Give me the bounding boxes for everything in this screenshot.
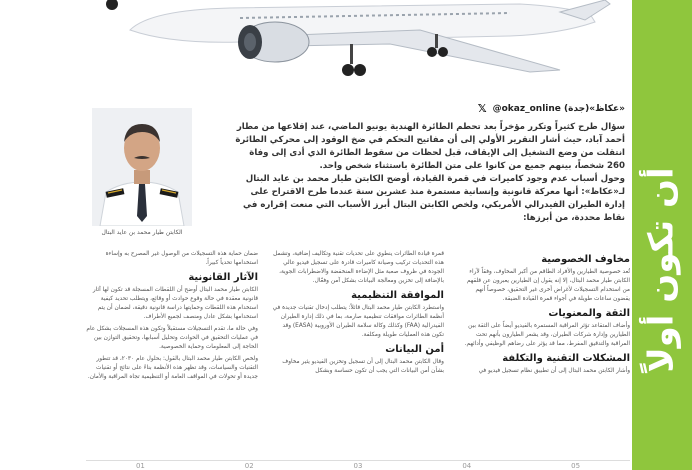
page-number-row (86, 462, 630, 470)
section-paragraph: وأضاف المتقاعد تؤثر المراقبة المستمرة بالفيديو أيضاً على الثقة بين الطيارين وإدارة شركات الطيران، وقد يشعر الطيارون بأنهم تحت المراقبة والتدقيق المفرط، مما قد يؤثر على رضاهم الوظيفي وأدائهم. (464, 323, 630, 347)
page-number: 01 (135, 462, 145, 470)
side-title-wrap (638, 100, 686, 440)
captain-photo (92, 108, 192, 226)
section-heading: المشكلات التقنية والتكلفة (502, 353, 630, 364)
article-column-right (458, 250, 630, 458)
article-columns (86, 250, 630, 458)
section-heading: أمن البيانات (385, 344, 444, 355)
footer-divider (86, 460, 630, 461)
airplane-image (90, 0, 620, 92)
section-heading: مخاوف الخصوصية (541, 254, 630, 265)
photo-caption: الكابتن طيار محمد بن عايد البتال (101, 229, 183, 236)
airplane-illustration (90, 0, 620, 92)
portrait-illustration (92, 108, 192, 226)
section-paragraph: الكابتن طيار محمد البتال أوضح أن اللقطات المسجلة قد تكون لها آثار قانونية معقدة في حالة وقوع حوادث أو وقائع، ويتطلب تحديد كيفية استخدام هذه اللقطات وحمايتها دراسة قانونية دقيقة، لضمان أن يتم استخدامها بشكل عادل ومنصف لجميع الأطراف. (92, 287, 258, 320)
section-paragraph: وأشار الكابتن محمد البتال إلى أن تطبيق نظام تسجيل فيديو في (478, 368, 630, 374)
intro-section (230, 102, 625, 225)
x-icon: 𝕏 (477, 102, 487, 115)
section-paragraph: تُعد خصوصية الطيارين والأفراد الطاقم من أكبر المخاوف، وفقاً لآراء الكابتن طيار محمد البتال، إلا إنه يقول إن الطيارين يعبرون عن قلقهم من استخدام التسجيلات لأغراض أخرى غير التحقيق، خصوصاً أنهم يقضون ساعات طويلة في أجواء قمرة القيادة الضيقة. (466, 269, 630, 302)
source-handle: @okaz_online (جدة)«عكاظ» (492, 103, 625, 114)
section-heading: الموافقة التنظيمية (351, 290, 444, 301)
intro-paragraph: وحول أسباب عدم وجود كاميرات في قمرة القيادة، أوضح الكابتن طيار محمد بن عايد البتال لـ«عكاظ»: أنها معركة قانونية وإنسانية مستمرة منذ عشرين سنة عندما طرح الاقتراح على إدارة الطيران الفيدرالي الأمريكي، ولخص الكابتن البتال أبرز الأسباب التي منعت إقراره في نقاط محددة، من أبرزها: (243, 174, 625, 223)
page-number: 05 (571, 462, 581, 470)
section-paragraph: واستطرد الكابتن طيار محمد البتال قائلاً: يتطلب إدخال تقنيات جديدة في أنظمة الطائرات موافقات تنظيمية صارمة، بما في ذلك إدارة الطيران الفيدرالية (FAA) وكذلك وكالة سلامة الطيران الأوروبية (EASA) وقد تكون هذه العمليات طويلة ومكلفة. (272, 305, 444, 338)
article-column-middle (272, 250, 444, 458)
article-column-left (86, 250, 258, 458)
source-row (230, 102, 625, 115)
green-side-banner (632, 0, 692, 470)
side-title: أن تكون أولاً (642, 167, 683, 373)
intro-paragraph: سؤال طرح كثيراً وتكرر مؤخراً بعد تحطم الطائرة الهندية يونيو الماضي، عند إقلاعها من مطار أحمد آباد، حيث أشار التقرير الأولي إلى أن مفاتيح التحكم في ضخ الوقود إلى محركي الطائرة انتقلت من وضع التشغيل إلى الإيقاف، قبل لحظات من سقوط الطائرة الذي أدى إلى وفاة 260 شخصاً، بينهم جميع من كانوا على متن الطائرة باستثناء شخص واحد. (235, 122, 625, 171)
section-paragraph: قمرة قيادة الطائرات ينطوي على تحديات تقنية وتكاليف إضافية، وتشمل هذه التحديات تركيب وصيانة كاميرات قادرة على تسجيل فيديو عالي الجودة في ظروف صعبة مثل الإضاءة المنخفضة والاضطرابات الجوية، بالإضافة إلى تخزين ومعالجة البيانات بشكل آمن وفعّال. (273, 251, 444, 284)
section-paragraph: ضمان حماية هذه التسجيلات من الوصول غير المصرح به وإساءة استخدامها تحدياً كبيراً. (105, 251, 258, 266)
section-paragraph: وفي حالة ما، تقدم التسجيلات مستقبلاً وتكون هذه المسجلات بشكل عام في عمليات التحقيق في الحوادث وتحليل أسبابها، وتحقيق التوازن بين الحاجة إلى المعلومات وحماية الخصوصية. (86, 326, 258, 350)
section-heading: الآثار القانونية (188, 272, 258, 283)
page-number: 03 (353, 462, 363, 470)
section-paragraph: وقال الكابتن محمد البتال إلى أن تسجيل وتخزين الفيديو يثير مخاوف بشأن أمن البيانات التي يجب أن تكون حساسة وبشكل (282, 359, 444, 374)
page-number: 04 (462, 462, 472, 470)
page-number: 02 (244, 462, 254, 470)
section-heading: الثقة والمعنويات (548, 308, 630, 319)
section-paragraph: ولخص الكابتن طيار محمد البتال بالقول: بحلول عام ٢٠٣٠، قد تتطور التقنيات والسياسات، وقد تظهر هذه الأنظمة بناءً على نتائج أو تقنيات جديدة أو تحولات في المواقف العامة أو التنظيمية تجاه المراقبة والأمان. (87, 356, 258, 380)
